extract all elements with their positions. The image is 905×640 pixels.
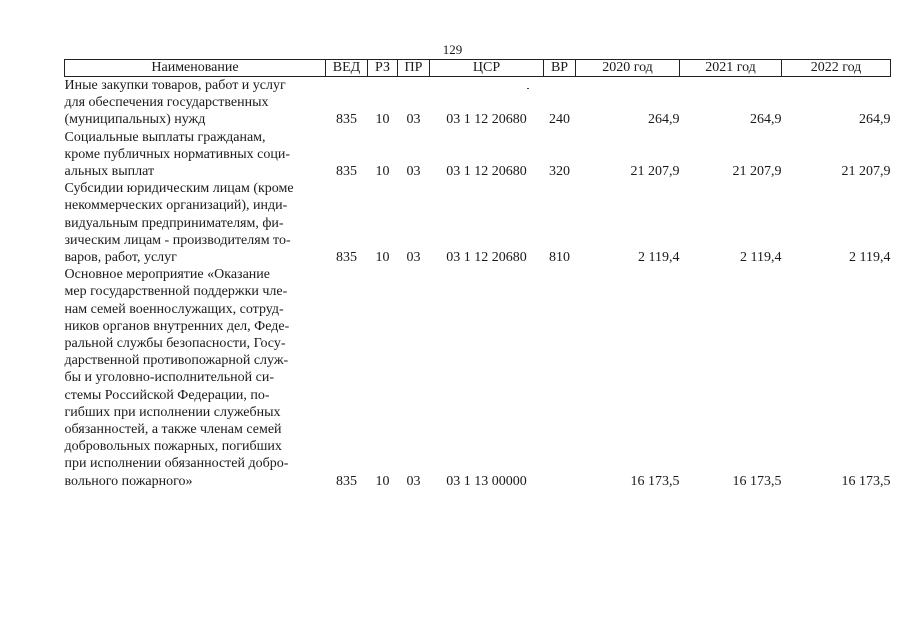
header-csr: ЦСР [430, 60, 544, 77]
name-line: варов, работ, услуг [64, 250, 177, 266]
cell-2021: 16 173,5 [732, 473, 782, 489]
cell-name [65, 77, 326, 129]
table-row [65, 266, 891, 490]
header-row [65, 60, 891, 77]
name-line: зическим лицам - производителям то- [64, 232, 291, 248]
header-rz: РЗ [368, 60, 398, 77]
name-line: ников органов внутренних дел, Феде- [64, 318, 290, 334]
name-line: Иные закупки товаров, работ и услуг [64, 78, 286, 93]
cell-csr: 03 1 12 20680 [446, 250, 527, 266]
header-ved: ВЕД [326, 60, 368, 77]
cell-pr: 03 [406, 112, 421, 128]
cell-2022: 264,9 [859, 112, 891, 128]
cell-ved: 835 [336, 164, 357, 180]
name-line: нам семей военнослужащих, сотруд- [64, 301, 284, 317]
name-line: обязанностей, а также членам семей [64, 422, 282, 438]
name-line: (муниципальных) нужд [64, 112, 206, 128]
name-line: для обеспечения государственных [64, 95, 269, 111]
cell-2020: 264,9 [648, 112, 680, 128]
name-line: ральной службы безопасности, Госу- [64, 336, 286, 352]
name-line: мер государственной поддержки чле- [64, 284, 288, 300]
header-2020: 2020 год [576, 60, 680, 77]
name-line: бы и уголовно-исполнительной си- [64, 370, 275, 386]
cell-ved: 835 [336, 112, 357, 128]
name-line: Субсидии юридическим лицам (кроме [64, 181, 294, 197]
name-line: гибших при исполнении служебных [64, 404, 281, 420]
header-pr: ПР [398, 60, 430, 77]
cell-pr: 03 [406, 164, 421, 180]
cell-csr: 03 1 12 20680 [446, 112, 527, 128]
cell-name [65, 129, 326, 181]
header-2022: 2022 год [782, 60, 891, 77]
cell-rz: 10 [375, 112, 390, 128]
page-number: 129 [442, 42, 463, 57]
name-line: кроме публичных нормативных соци- [64, 146, 290, 162]
cell-vr: 320 [549, 164, 570, 180]
cell-name [65, 266, 326, 490]
table-body [65, 77, 891, 490]
cell-rz: 10 [375, 473, 390, 489]
cell-2020: 21 207,9 [630, 164, 680, 180]
cell-2022: 21 207,9 [841, 164, 891, 180]
cell-name [65, 180, 326, 266]
table-row [65, 77, 891, 129]
table-row [65, 180, 891, 266]
name-line: Социальные выплаты гражданам, [64, 129, 266, 145]
name-line: вольного пожарного» [64, 473, 193, 489]
cell-2020: 2 119,4 [638, 250, 680, 266]
cell-pr: 03 [406, 250, 421, 266]
cell-pr: 03 [406, 473, 421, 489]
table-row [65, 129, 891, 181]
cell-2021: 2 119,4 [740, 250, 782, 266]
cell-rz: 10 [375, 250, 390, 266]
cell-2022: 16 173,5 [841, 473, 891, 489]
cell-2021: 264,9 [750, 112, 782, 128]
header-name: Наименование [65, 60, 326, 77]
cell-vr [544, 266, 576, 490]
header-vr: ВР [544, 60, 576, 77]
header-2021: 2021 год [680, 60, 782, 77]
budget-table [64, 59, 891, 490]
name-line: Основное мероприятие «Оказание [64, 267, 270, 283]
cell-ved: 835 [336, 250, 357, 266]
cell-2021: 21 207,9 [732, 164, 782, 180]
cell-csr: 03 1 12 20680 [446, 164, 527, 180]
name-line: добровольных пожарных, погибших [64, 439, 282, 455]
name-line: некоммерческих организаций), инди- [64, 198, 288, 214]
cell-csr: 03 1 13 00000 [446, 473, 527, 489]
name-line: видуальным предпринимателям, фи- [64, 215, 284, 231]
cell-rz: 10 [375, 164, 390, 180]
cell-2022: 2 119,4 [849, 250, 891, 266]
cell-2020: 16 173,5 [630, 473, 680, 489]
name-line: дарственной противопожарной служ- [64, 353, 289, 369]
name-line: при исполнении обязанностей добро- [64, 456, 289, 472]
name-line: альных выплат [64, 164, 155, 180]
cell-vr: 810 [549, 250, 570, 266]
cell-ved: 835 [336, 473, 357, 489]
cell-vr: 240 [549, 112, 570, 128]
name-line: стемы Российской Федерации, по- [64, 387, 270, 403]
